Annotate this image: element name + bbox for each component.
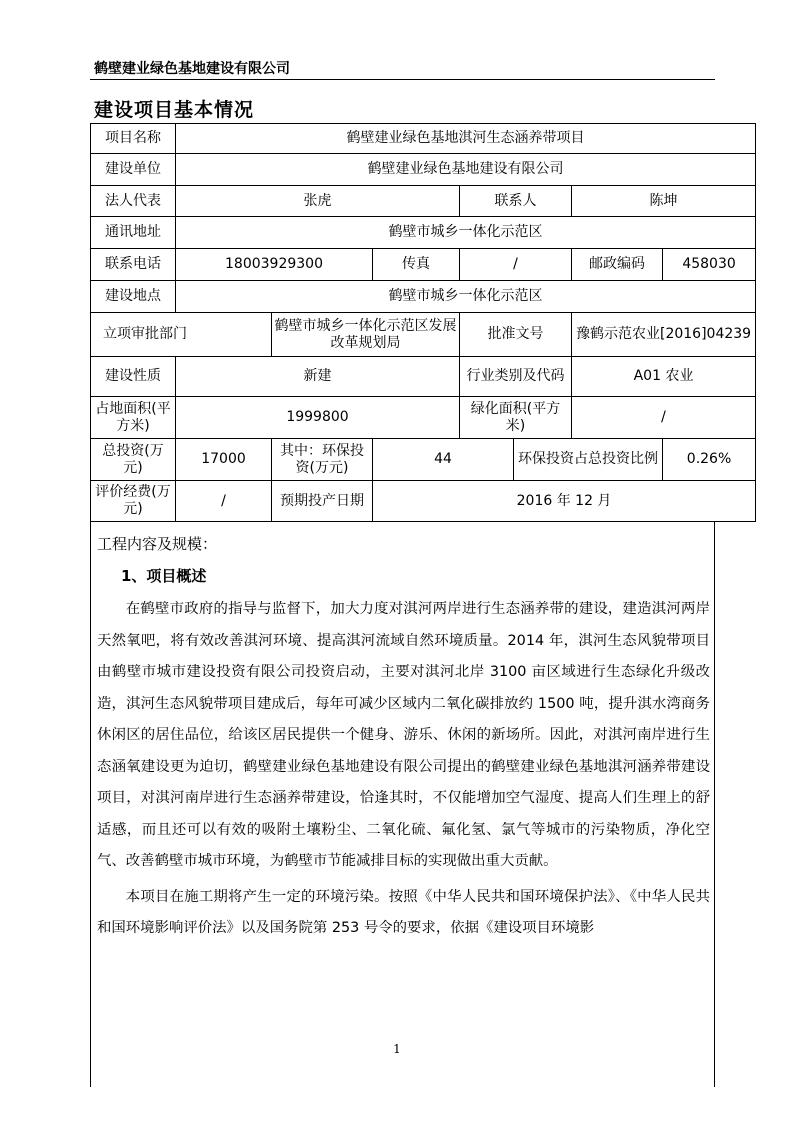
env-invest-value: 44 (373, 439, 514, 481)
content-title: 工程内容及规模： (97, 535, 218, 553)
table-row (91, 249, 756, 281)
location-value: 鹤壁市城乡一体化示范区 (176, 281, 756, 313)
area-label: 占地面积(平方米) (91, 397, 176, 439)
eval-fee-value: / (176, 481, 272, 522)
unit-label: 建设单位 (91, 154, 176, 186)
legal-rep-label: 法人代表 (91, 186, 176, 217)
prod-date-label: 预期投产日期 (272, 481, 373, 522)
industry-value: A01 农业 (572, 357, 756, 397)
table-row (91, 154, 756, 186)
location-label: 建设地点 (91, 281, 176, 313)
header-company-name: 鹤壁建业绿色基地建设有限公司 (94, 61, 290, 77)
table-row (91, 186, 756, 217)
env-ratio-label: 环保投资占总投资比例 (514, 439, 663, 481)
green-area-label: 绿化面积(平方米) (460, 397, 572, 439)
project-info-table (90, 123, 756, 522)
industry-label: 行业类别及代码 (460, 357, 572, 397)
postcode-value: 458030 (663, 249, 756, 281)
env-invest-label: 其中：环保投资(万元) (272, 439, 373, 481)
contact-label: 联系人 (460, 186, 572, 217)
env-ratio-value: 0.26% (663, 439, 756, 481)
content-section (90, 521, 715, 1087)
eval-fee-label: 评价经费(万元) (91, 481, 176, 522)
prod-date-value: 2016 年 12 月 (373, 481, 756, 522)
legal-rep-value: 张虎 (176, 186, 460, 217)
total-invest-value: 17000 (176, 439, 272, 481)
content-paragraph: 本项目在施工期将产生一定的环境污染。按照《中华人民共和国环境保护法》、《中华人民共和国环境影响评价法》以及国务院第 253 号令的要求，依据《建设项目环境影 (97, 888, 710, 936)
green-area-value: / (572, 397, 756, 439)
nature-value: 新建 (176, 357, 460, 397)
content-paragraph: 在鹤壁市政府的指导与监督下，加大力度对淇河两岸进行生态涵养带的建设，建造淇河两岸天然氧吧，将有效改善淇河环境、提高淇河流域自然环境质量。2014 年，淇河生态风貌带项目由鹤壁市城市建设投资有限公司投资启动，主要对淇河北岸 3100 亩区域进行生态绿化升级改造，淇河生态风貌带项目建成后，每年可减少区域内二氧化碳排放约 1500 吨，提升淇水湾商务休闲区的居住品位，给该区居民提供一个健身、游乐、休闲的新场所。因此，对淇河南岸进行生态涵氧建设更为迫切，鹤壁建业绿色基地建设有限公司提出的鹤壁建业绿色基地淇河涵养带建设项目，对淇河南岸进行生态涵养带建设，恰逢其时，不仅能增加空气湿度、提高人们生理上的舒适感，而且还可以有效的吸附土壤粉尘、二氧化硫、氟化氢、氯气等城市的污染物质，净化空气、改善鹤壁市城市环境，为鹤壁市节能减排目标的实现做出重大贡献。 (97, 601, 710, 869)
table-row (91, 481, 756, 522)
page-number: 1 (393, 1042, 401, 1056)
address-label: 通讯地址 (91, 217, 176, 249)
phone-label: 联系电话 (91, 249, 176, 281)
contact-value: 陈坤 (572, 186, 756, 217)
table-row (91, 439, 756, 481)
nature-label: 建设性质 (91, 357, 176, 397)
approval-dept-label: 立项审批部门 (91, 313, 272, 357)
table-row (91, 313, 756, 357)
postcode-label: 邮政编码 (572, 249, 663, 281)
table-row (91, 217, 756, 249)
header-divider (90, 79, 715, 80)
content-subtitle: 1、项目概述 (121, 567, 207, 585)
unit-value: 鹤壁建业绿色基地建设有限公司 (176, 154, 756, 186)
area-value: 1999800 (176, 397, 460, 439)
section-title: 建设项目基本情况 (94, 99, 255, 121)
fax-value: / (460, 249, 572, 281)
approval-no-label: 批准文号 (460, 313, 572, 357)
table-row (91, 124, 756, 154)
phone-value: 18003929300 (176, 249, 373, 281)
total-invest-label: 总投资(万元) (91, 439, 176, 481)
project-name-value: 鹤壁建业绿色基地淇河生态涵养带项目 (176, 124, 756, 154)
table-row (91, 397, 756, 439)
approval-dept-value: 鹤壁市城乡一体化示范区发展改革规划局 (272, 313, 460, 357)
address-value: 鹤壁市城乡一体化示范区 (176, 217, 756, 249)
project-name-label: 项目名称 (91, 124, 176, 154)
fax-label: 传真 (373, 249, 460, 281)
table-row (91, 357, 756, 397)
approval-no-value: 豫鹤示范农业[2016]04239 (572, 313, 756, 357)
table-row (91, 281, 756, 313)
